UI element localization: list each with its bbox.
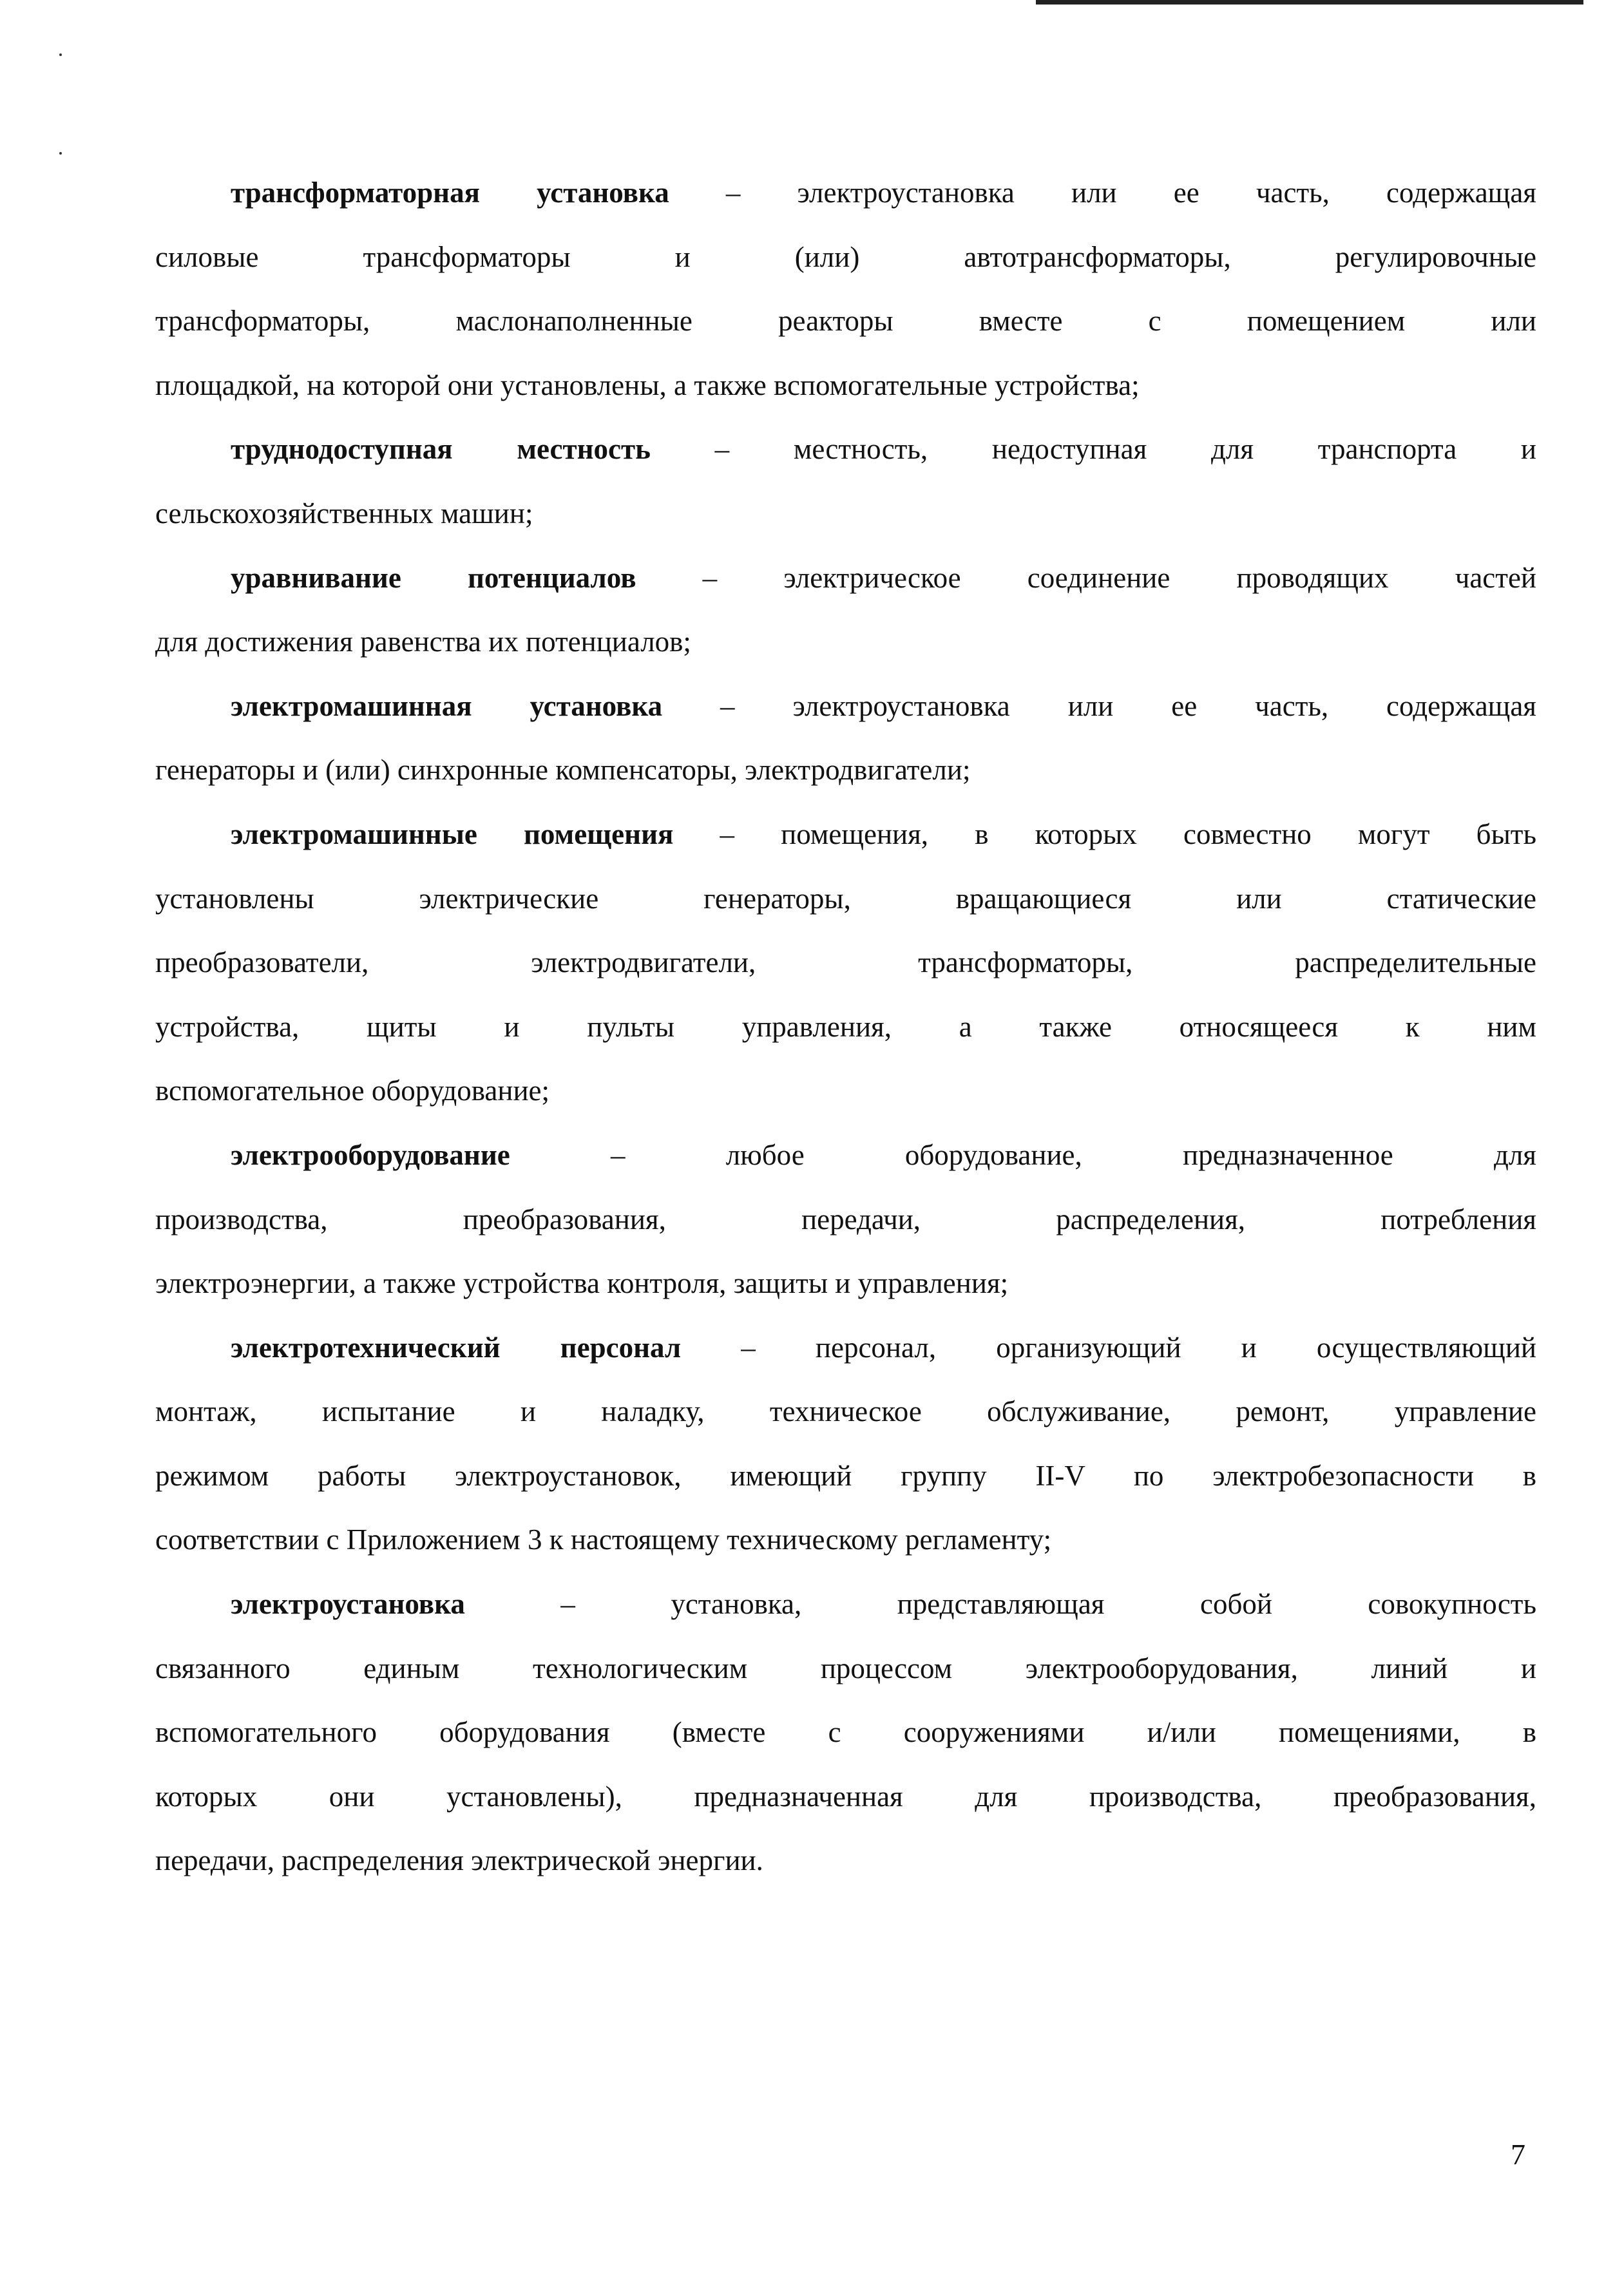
definition-text: – электроустановка или ее часть, содержащая [669, 176, 1536, 209]
page-number: 7 [1511, 2138, 1525, 2171]
definition-text: связанного единым технологическим процессом электрооборудования, линий и [155, 1652, 1536, 1684]
definition-text: вспомогательное оборудование; [155, 1074, 550, 1107]
text-line [155, 1765, 1536, 1829]
definition-paragraph [155, 1316, 1536, 1572]
text-line [155, 1316, 1536, 1380]
document-body [155, 161, 1536, 1893]
defined-term: электроустановка [231, 1588, 465, 1621]
definition-text: трансформаторы, маслонаполненные реакторы вместе с помещением или [155, 305, 1536, 338]
text-line [155, 803, 1536, 867]
text-line [155, 1637, 1536, 1701]
definition-text: электроэнергии, а также устройства контроля, защиты и управления; [155, 1267, 1009, 1300]
definition-text: установлены электрические генераторы, вращающиеся или статические [155, 882, 1536, 915]
text-line [155, 1188, 1536, 1252]
definition-paragraph [155, 546, 1536, 674]
definition-text: устройства, щиты и пульты управления, а также относящееся к ним [155, 1010, 1536, 1043]
definition-paragraph [155, 674, 1536, 803]
definition-paragraph [155, 803, 1536, 1123]
definition-text: вспомогательного оборудования (вместе с сооружениями и/или помещениями, в [155, 1716, 1536, 1749]
text-line [155, 225, 1536, 290]
definition-paragraph [155, 1123, 1536, 1316]
definition-text: которых они установлены), предназначенная для производства, преобразования, [155, 1780, 1536, 1813]
defined-term: электромашинные помещения [231, 817, 674, 850]
definition-text: – местность, недоступная для транспорта и [650, 433, 1537, 466]
defined-term: электрооборудование [231, 1138, 510, 1171]
definition-paragraph [155, 417, 1536, 546]
defined-term: трансформаторная установка [231, 176, 669, 209]
definition-text: для достижения равенства их потенциалов; [155, 625, 691, 658]
text-line [155, 1444, 1536, 1509]
text-line [155, 1252, 1536, 1316]
definition-text: площадкой, на которой они установлены, а также вспомогательные устройства; [155, 368, 1140, 401]
definition-text: генераторы и (или) синхронные компенсаторы, электродвигатели; [155, 754, 971, 787]
text-line [155, 995, 1536, 1060]
definition-text: – любое оборудование, предназначенное для [510, 1138, 1536, 1171]
text-line [155, 1123, 1536, 1188]
definition-text: производства, преобразования, передачи, распределения, потребления [155, 1203, 1536, 1235]
text-line [155, 738, 1536, 803]
definition-text: соответствии с Приложением 3 к настоящему техническому регламенту; [155, 1523, 1052, 1556]
defined-term: уравнивание потенциалов [231, 561, 636, 594]
definition-text: режимом работы электроустановок, имеющий группу II-V по электробезопасности в [155, 1459, 1536, 1492]
text-line [155, 1572, 1536, 1637]
text-line [155, 289, 1536, 354]
definition-paragraph [155, 161, 1536, 417]
definition-text: – электроустановка или ее часть, содержащая [662, 689, 1536, 722]
text-line [155, 546, 1536, 611]
text-line [155, 1508, 1536, 1572]
text-line [155, 354, 1536, 418]
definition-text: передачи, распределения электрической энергии. [155, 1844, 763, 1877]
defined-term: электромашинная установка [231, 689, 663, 722]
scan-speck [59, 152, 62, 155]
definition-paragraph [155, 1572, 1536, 1893]
text-line [155, 610, 1536, 674]
text-line [155, 1380, 1536, 1444]
text-line [155, 161, 1536, 225]
definition-text: монтаж, испытание и наладку, техническое обслуживание, ремонт, управление [155, 1395, 1536, 1428]
definition-text: – установка, представляющая собой совокупность [464, 1588, 1536, 1621]
definition-text: – помещения, в которых совместно могут быть [673, 817, 1536, 850]
definition-text: сельскохозяйственных машин; [155, 497, 533, 529]
definition-text: – электрическое соединение проводящих частей [636, 561, 1536, 594]
text-line [155, 931, 1536, 995]
text-line [155, 674, 1536, 739]
defined-term: труднодоступная местность [231, 433, 651, 466]
text-line [155, 482, 1536, 546]
text-line [155, 1059, 1536, 1123]
text-line [155, 417, 1536, 482]
definition-text: силовые трансформаторы и (или) автотрансформаторы, регулировочные [155, 240, 1536, 273]
text-line [155, 1829, 1536, 1893]
defined-term: электротехнический персонал [231, 1331, 682, 1364]
scan-speck [59, 53, 62, 56]
definition-text: преобразователи, электродвигатели, трансформаторы, распределительные [155, 946, 1536, 979]
definition-text: – персонал, организующий и осуществляющий [681, 1331, 1536, 1364]
top-border-line [1036, 0, 1583, 5]
text-line [155, 1701, 1536, 1765]
text-line [155, 867, 1536, 931]
